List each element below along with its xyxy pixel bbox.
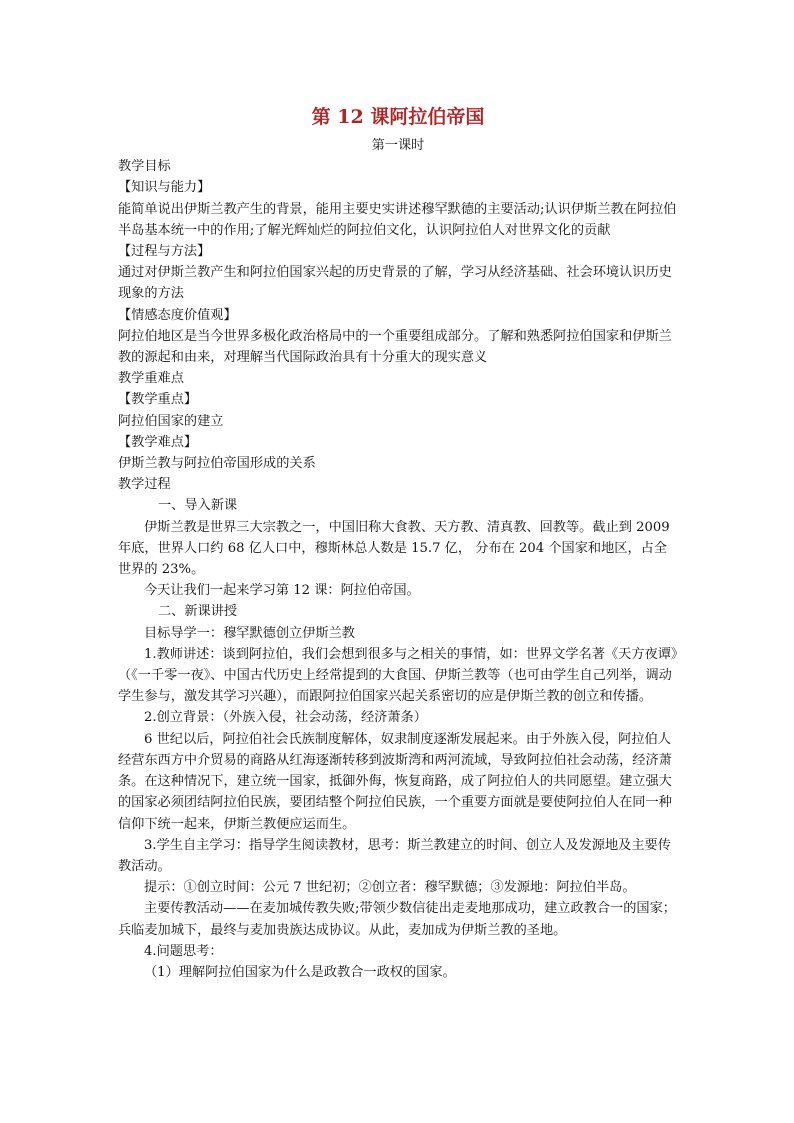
question-1: （1）理解阿拉伯国家为什么是政教合一政权的国家。 [144, 964, 456, 980]
item-3: 3.学生自主学习：指导学生阅读教材，思考：斯兰教建立的时间、创立人及发源地及主要传教活动。 [118, 837, 671, 874]
page-subtitle: 第一课时 [371, 138, 425, 153]
item-2-paragraph: 6 世纪以后，阿拉伯社会氏族制度解体，奴隶制度逐渐发展起来。由于外族入侵，阿拉伯人经营东西方中介贸易的商路从红海逐渐转移到波斯湾和两河流域，导致阿拉伯社会动荡，经济萧条。在这种情况下，建立统一国家，抵御外侮，恢复商路，成了阿拉伯人的共同愿望。建立强大的国家必须团结阿拉伯民族，要团结整个阿拉伯民族，一个重要方面就是要使阿拉伯人在同一种信仰下统一起来，伊斯兰教便应运而生。 [118, 731, 672, 832]
key-point-text: 阿拉伯国家的建立 [118, 413, 224, 429]
page-title: 第 12 课阿拉伯帝国 [311, 106, 485, 128]
target-one-heading: 目标导学一：穆罕默德创立伊斯兰教 [144, 625, 355, 641]
section-new-lesson-heading: 二、新课讲授 [158, 604, 238, 620]
knowledge-text: 能简单说出伊斯兰教产生的背景，能用主要史实讲述穆罕默德的主要活动;认识伊斯兰教在阿拉伯半岛基本统一中的作用;了解光辉灿烂的阿拉伯文化，认识阿拉伯人对世界文化的贡献 [118, 201, 677, 238]
item-1: 1.教师讲述：谈到阿拉伯，我们会想到很多与之相关的事情，如：世界文学名著《天方夜谭》（《一千零一夜》、中国古代历史上经常提到的大食国、伊斯兰教等（也可由学生自己列举，调动学生参与，激发其学习兴趣），而跟阿拉伯国家兴起关系密切的应是伊斯兰教的创立和传播。 [118, 646, 678, 705]
item-4: 4.问题思考： [144, 943, 223, 959]
item-2: 2.创立背景：（外族入侵，社会动荡，经济萧条） [144, 710, 427, 726]
difficulty-text: 伊斯兰教与阿拉伯帝国形成的关系 [118, 456, 316, 472]
process-heading: 【过程与方法】 [118, 244, 211, 260]
key-difficulty-heading: 教学重难点 [118, 371, 184, 387]
process-text: 通过对伊斯兰教产生和阿拉伯国家兴起的历史背景的了解，学习从经济基础、社会环境认识历史现象的方法 [118, 265, 672, 302]
intro-paragraph: 伊斯兰教是世界三大宗教之一，中国旧称大食教、天方教、清真教、回教等。截止到 2009 年底，世界人口约 68 亿人口中，穆斯林总人数是 15.7 亿， 分布在 204 个国家和地区，占全世界的 23%。 [118, 519, 670, 578]
knowledge-heading: 【知识与能力】 [118, 180, 211, 196]
document-page [118, 104, 678, 983]
goals-heading: 教学目标 [118, 159, 171, 175]
section-intro-heading: 一、导入新课 [158, 498, 238, 514]
key-point-heading: 【教学重点】 [118, 392, 198, 408]
emotion-heading: 【情感态度价值观】 [118, 307, 237, 323]
teaching-process-heading: 教学过程 [118, 477, 171, 493]
mission-paragraph: 主要传教活动——在麦加城传教失败;带领少数信徒出走麦地那成功，建立政教合一的国家；兵临麦加城下，最终与麦加贵族达成协议。从此，麦加成为伊斯兰教的圣地。 [118, 901, 676, 938]
hint-text: 提示：①创立时间：公元 7 世纪初；②创立者：穆罕默德；③发源地：阿拉伯半岛。 [144, 880, 636, 896]
emotion-text: 阿拉伯地区是当今世界多极化政治格局中的一个重要组成部分。了解和熟悉阿拉伯国家和伊斯兰教的源起和由来，对理解当代国际政治具有十分重大的现实意义 [118, 328, 672, 366]
difficulty-heading: 【教学难点】 [118, 434, 198, 450]
intro-paragraph-2: 今天让我们一起来学习第 12 课：阿拉伯帝国。 [144, 583, 420, 599]
